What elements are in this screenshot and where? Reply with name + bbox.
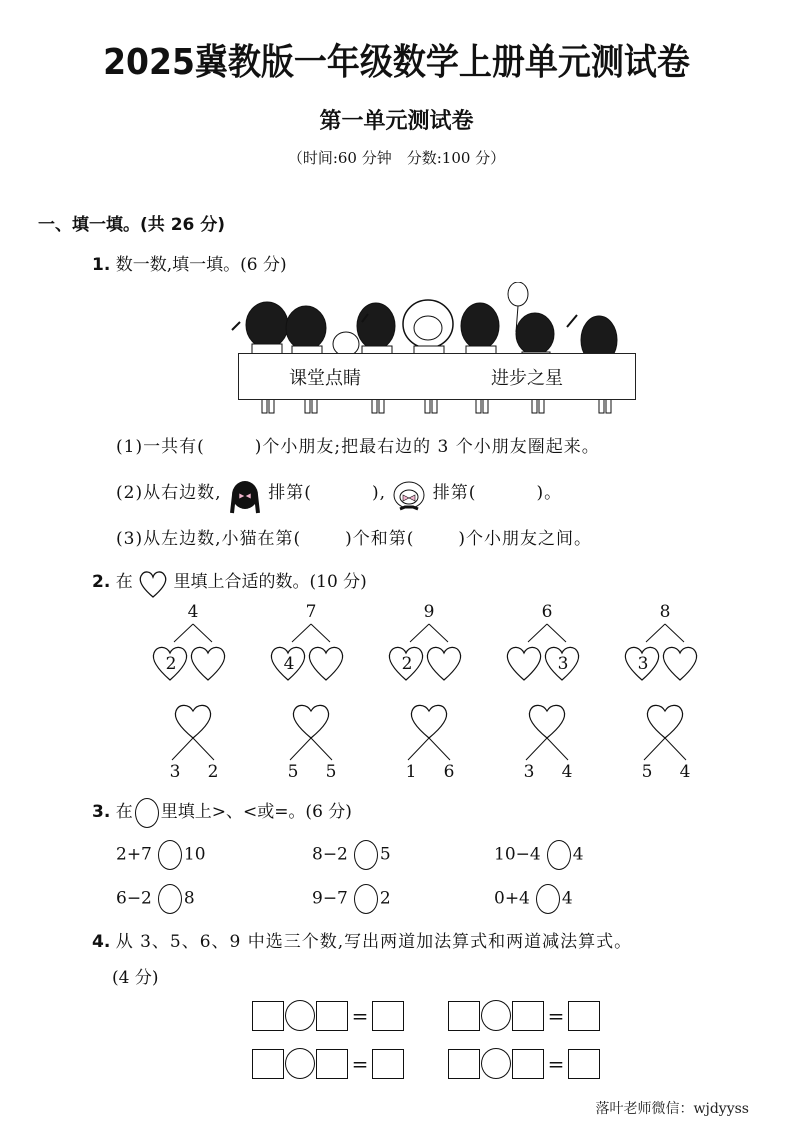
question-number: 3. bbox=[92, 802, 111, 822]
compose-group bbox=[148, 702, 238, 784]
part-right-value: 4 bbox=[561, 762, 573, 782]
compose-lines-icon bbox=[502, 702, 592, 766]
compare-item bbox=[116, 840, 206, 870]
question-text-a: 在 bbox=[115, 572, 133, 592]
split-group bbox=[384, 602, 474, 682]
part-right-value: 4 bbox=[679, 762, 691, 782]
split-group bbox=[502, 602, 592, 682]
exam-meta: （时间:60 分钟 分数:100 分） bbox=[287, 149, 506, 167]
page-title: 2025冀教版一年级数学上册单元测试卷 bbox=[103, 40, 690, 83]
compare-right: 2 bbox=[379, 888, 391, 909]
compare-circle[interactable] bbox=[158, 840, 182, 870]
equation-template bbox=[448, 1000, 600, 1031]
part-left-value: 1 bbox=[405, 762, 417, 782]
compare-item bbox=[116, 884, 195, 914]
circle-icon bbox=[135, 798, 159, 828]
question-number: 1. bbox=[92, 255, 111, 275]
part-left-value: 3 bbox=[523, 762, 535, 782]
banner-right-text: 进步之星 bbox=[491, 368, 563, 389]
question-3-title bbox=[92, 797, 352, 828]
equation-template bbox=[252, 1048, 404, 1079]
compare-circle[interactable] bbox=[158, 884, 182, 914]
compose-group bbox=[266, 702, 356, 784]
operator-circle[interactable] bbox=[481, 1000, 511, 1031]
compare-left: 9−7 bbox=[312, 888, 348, 909]
equals-sign: = bbox=[351, 1051, 369, 1076]
compare-circle[interactable] bbox=[354, 884, 378, 914]
compose-lines-icon bbox=[266, 702, 356, 766]
equation-template bbox=[448, 1048, 600, 1079]
number-box[interactable] bbox=[316, 1001, 348, 1031]
part-right-value: 2 bbox=[207, 762, 219, 782]
q1-sub3 bbox=[116, 524, 592, 549]
question-text: 数一数,填一填。(6 分) bbox=[115, 255, 287, 275]
question-text-b: 里填上>、<或=。(6 分) bbox=[160, 802, 352, 822]
whole-number: 7 bbox=[305, 602, 317, 622]
compare-right: 5 bbox=[379, 844, 391, 865]
heart-left-value[interactable]: 4 bbox=[283, 654, 295, 674]
number-box[interactable] bbox=[252, 1001, 284, 1031]
part-right-value: 6 bbox=[443, 762, 455, 782]
banner-left-text: 课堂点睛 bbox=[289, 368, 361, 389]
split-lines-icon bbox=[502, 620, 592, 682]
sub1-text-a: (1)一共有( bbox=[116, 437, 205, 457]
sub3-text-c: )个小朋友之间。 bbox=[458, 529, 593, 549]
heart-right-value[interactable]: 3 bbox=[557, 654, 569, 674]
hat-girl-icon bbox=[392, 481, 426, 507]
heart-left-value[interactable]: 3 bbox=[637, 654, 649, 674]
equals-sign: = bbox=[351, 1003, 369, 1028]
question-4-title bbox=[92, 927, 632, 952]
split-group bbox=[266, 602, 356, 682]
sub2-text-e: )。 bbox=[536, 483, 563, 503]
number-box[interactable] bbox=[316, 1049, 348, 1079]
compare-right: 8 bbox=[183, 888, 195, 909]
compare-left: 0+4 bbox=[494, 888, 530, 909]
part-right-value: 5 bbox=[325, 762, 337, 782]
compare-circle[interactable] bbox=[536, 884, 560, 914]
operator-circle[interactable] bbox=[285, 1000, 315, 1031]
number-box[interactable] bbox=[512, 1001, 544, 1031]
q1-sub2 bbox=[116, 478, 562, 507]
compare-circle[interactable] bbox=[547, 840, 571, 870]
part-left-value: 3 bbox=[169, 762, 181, 782]
question-number: 2. bbox=[92, 572, 111, 592]
sub3-text-a: (3)从左边数,小猫在第( bbox=[116, 529, 302, 549]
result-box[interactable] bbox=[372, 1001, 404, 1031]
equation-template bbox=[252, 1000, 404, 1031]
compose-lines-icon bbox=[620, 702, 710, 766]
whole-number: 4 bbox=[187, 602, 199, 622]
question-text-b: 里填上合适的数。(10 分) bbox=[173, 572, 367, 592]
whole-number: 9 bbox=[423, 602, 435, 622]
compare-left: 10−4 bbox=[494, 844, 541, 865]
number-box[interactable] bbox=[252, 1049, 284, 1079]
question-2-title bbox=[92, 567, 367, 596]
compare-item bbox=[494, 840, 584, 870]
split-group bbox=[148, 602, 238, 682]
compose-lines-icon bbox=[384, 702, 474, 766]
result-box[interactable] bbox=[568, 1049, 600, 1079]
sub1-text-b: )个小朋友;把最右边的 3 个小朋友圈起来。 bbox=[254, 437, 600, 457]
question-number: 4. bbox=[92, 932, 111, 952]
long-hair-girl-icon bbox=[228, 481, 262, 507]
number-box[interactable] bbox=[512, 1049, 544, 1079]
compare-item bbox=[494, 884, 573, 914]
question-4-points: (4 分) bbox=[112, 968, 159, 988]
part-left-value: 5 bbox=[287, 762, 299, 782]
banner-sign bbox=[238, 353, 636, 400]
sub2-text-b: 排第( bbox=[268, 483, 312, 503]
operator-circle[interactable] bbox=[285, 1048, 315, 1079]
split-group bbox=[620, 602, 710, 682]
sub3-text-b: )个和第( bbox=[345, 529, 415, 549]
compare-right: 4 bbox=[561, 888, 573, 909]
compare-left: 2+7 bbox=[116, 844, 152, 865]
equals-sign: = bbox=[547, 1003, 565, 1028]
compose-lines-icon bbox=[148, 702, 238, 766]
question-text-a: 在 bbox=[115, 802, 133, 822]
equals-sign: = bbox=[547, 1051, 565, 1076]
compare-left: 6−2 bbox=[116, 888, 152, 909]
compare-left: 8−2 bbox=[312, 844, 348, 865]
number-box[interactable] bbox=[448, 1001, 480, 1031]
question-text: 从 3、5、6、9 中选三个数,写出两道加法算式和两道减法算式。 bbox=[115, 932, 633, 952]
number-compose-row-bottom bbox=[140, 702, 720, 784]
sub2-text-a: (2)从右边数, bbox=[116, 483, 222, 503]
question-1-title bbox=[92, 250, 287, 275]
sub2-text-c: ), bbox=[371, 483, 386, 503]
whole-number: 6 bbox=[541, 602, 553, 622]
result-box[interactable] bbox=[372, 1049, 404, 1079]
sub2-text-d: 排第( bbox=[432, 483, 477, 503]
whole-number: 8 bbox=[659, 602, 671, 622]
section-heading: 一、填一填。(共 26 分) bbox=[38, 215, 226, 235]
compare-circle[interactable] bbox=[354, 840, 378, 870]
heart-left-value[interactable]: 2 bbox=[401, 654, 413, 674]
compare-item bbox=[312, 840, 391, 870]
compare-right: 4 bbox=[572, 844, 584, 865]
part-left-value: 5 bbox=[641, 762, 653, 782]
unit-subtitle: 第一单元测试卷 bbox=[319, 109, 474, 134]
compose-group bbox=[620, 702, 710, 784]
operator-circle[interactable] bbox=[481, 1048, 511, 1079]
compose-group bbox=[502, 702, 592, 784]
compose-group bbox=[384, 702, 474, 784]
compare-right: 10 bbox=[183, 844, 206, 865]
number-box[interactable] bbox=[448, 1049, 480, 1079]
result-box[interactable] bbox=[568, 1001, 600, 1031]
heart-left-value[interactable]: 2 bbox=[165, 654, 177, 674]
number-split-row-top bbox=[140, 602, 720, 682]
watermark: 落叶老师微信：wjdyyss bbox=[595, 1101, 749, 1117]
heart-icon bbox=[138, 570, 168, 596]
q1-sub1 bbox=[116, 432, 600, 457]
compare-item bbox=[312, 884, 391, 914]
